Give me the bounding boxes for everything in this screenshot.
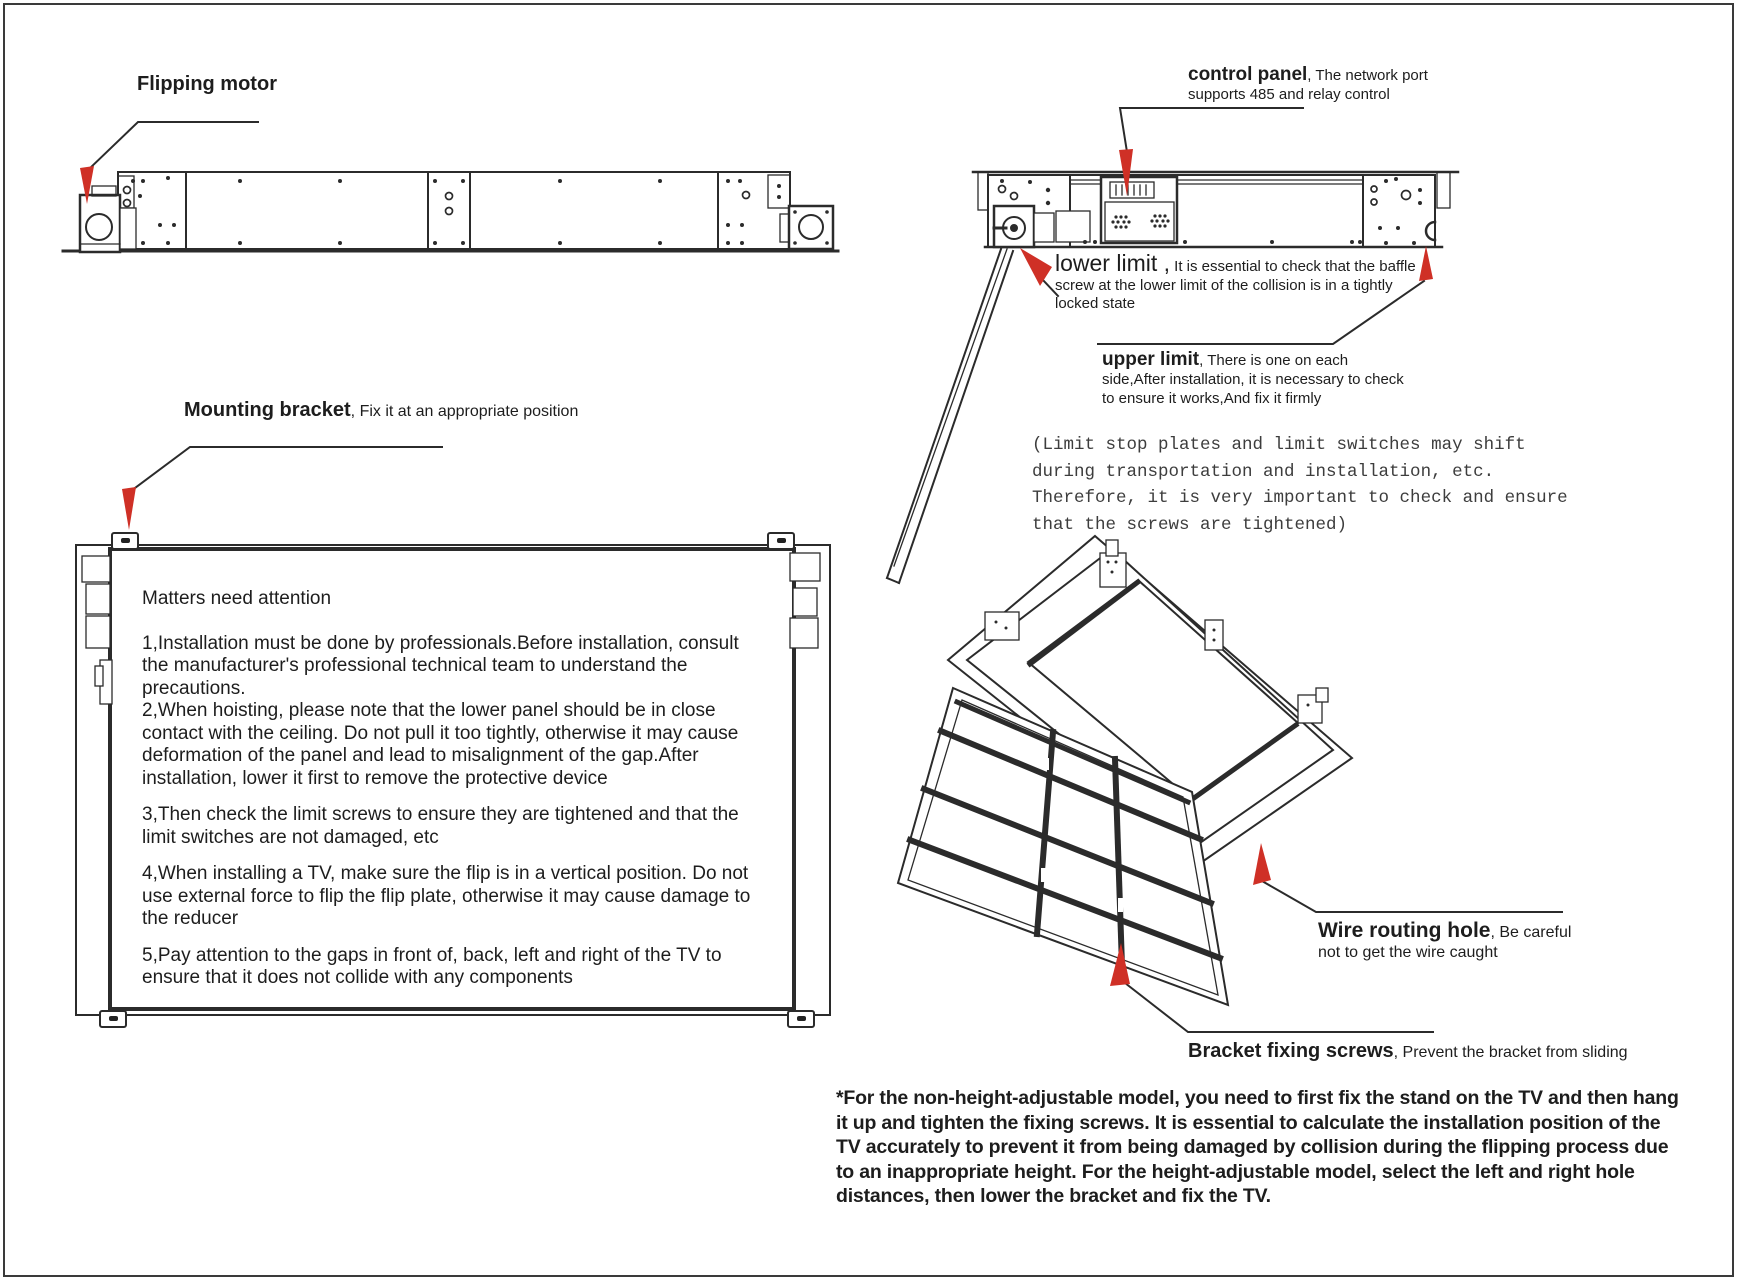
lower-limit-arrow-icon bbox=[1020, 248, 1052, 286]
control-panel-title: control panel bbox=[1188, 64, 1308, 85]
wire-routing-hole-title: Wire routing hole bbox=[1318, 919, 1491, 942]
matters-item-5: 5,Pay attention to the gaps in front of, back, left and right of the TV to ensure that it does not collide with any components bbox=[142, 944, 722, 988]
upper-limit-label bbox=[1102, 349, 1407, 409]
control-panel-label bbox=[1188, 64, 1450, 105]
matters-title: Matters need attention bbox=[142, 588, 332, 609]
upper-limit-title: upper limit bbox=[1102, 349, 1200, 370]
matters-panel bbox=[142, 588, 756, 990]
lower-limit-desc: It is essential to check that the baffle screw at the lower limit of the collision is in a tightly locked state bbox=[1055, 258, 1416, 312]
lower-limit-title: lower limit , bbox=[1055, 250, 1171, 276]
limit-note: (Limit stop plates and limit switches may shift during transportation and installation, etc. Therefore, it is very important to check and ensure that the screws are tightened) bbox=[1032, 435, 1568, 535]
mounting-bracket-desc: , Fix it at an appropriate position bbox=[350, 403, 579, 420]
isometric-view bbox=[898, 536, 1352, 1005]
upper-limit-desc: , There is one on each side,After installation, it is necessary to check to ensure it works,And fix it firmly bbox=[1102, 352, 1404, 408]
wire-routing-hole-label bbox=[1318, 919, 1590, 963]
matters-item-2: 2,When hoisting, please note that the lower panel should be in close contact with the ceiling. Do not pull it too tightly, otherwise it may cause deformation of the panel and lead to misalignment of the gap.After installation, lower it first to remove the protective device bbox=[142, 700, 739, 789]
matters-item-4: 4,When installing a TV, make sure the flip is in a vertical position. Do not use external force to flip the flip plate, otherwise it may cause damage to the reducer bbox=[142, 863, 751, 929]
control-panel-desc: , The network port supports 485 and relay control bbox=[1188, 67, 1428, 104]
matters-item-1: 1,Installation must be done by professionals.Before installation, consult the manufacturer's professional technical team to understand the precautions. bbox=[142, 632, 739, 699]
mounting-bracket-arrow-icon bbox=[122, 487, 136, 530]
flipping-motor-label: Flipping motor bbox=[137, 73, 277, 95]
wire-routing-hole-desc: , Be careful not to get the wire caught bbox=[1318, 924, 1572, 961]
bracket-fixing-screws-desc: , Prevent the bracket from sliding bbox=[1393, 1044, 1628, 1061]
bracket-fixing-screws-label bbox=[1188, 1040, 1628, 1064]
mounting-bracket-title: Mounting bracket bbox=[184, 399, 351, 421]
matters-item-3: 3,Then check the limit screws to ensure they are tightened and that the limit switches are not damaged, etc bbox=[142, 804, 739, 848]
mounting-bracket-label bbox=[184, 399, 578, 423]
lower-limit-label bbox=[1055, 250, 1437, 313]
footnote: *For the non-height-adjustable model, you need to first fix the stand on the TV and then hang it up and tighten the fixing screws. It is essential to calculate the installation position of the TV accurately to prevent it from being damaged by collision during the flipping process due to an inappropriate height. For the height-adjustable model, select the left and right hole distances, then lower the bracket and fix the TV. bbox=[836, 1087, 1679, 1207]
bracket-fixing-screws-title: Bracket fixing screws bbox=[1188, 1040, 1394, 1062]
wire-hole-arrow-icon bbox=[1253, 843, 1271, 885]
side-view-left-bracket bbox=[63, 172, 838, 252]
